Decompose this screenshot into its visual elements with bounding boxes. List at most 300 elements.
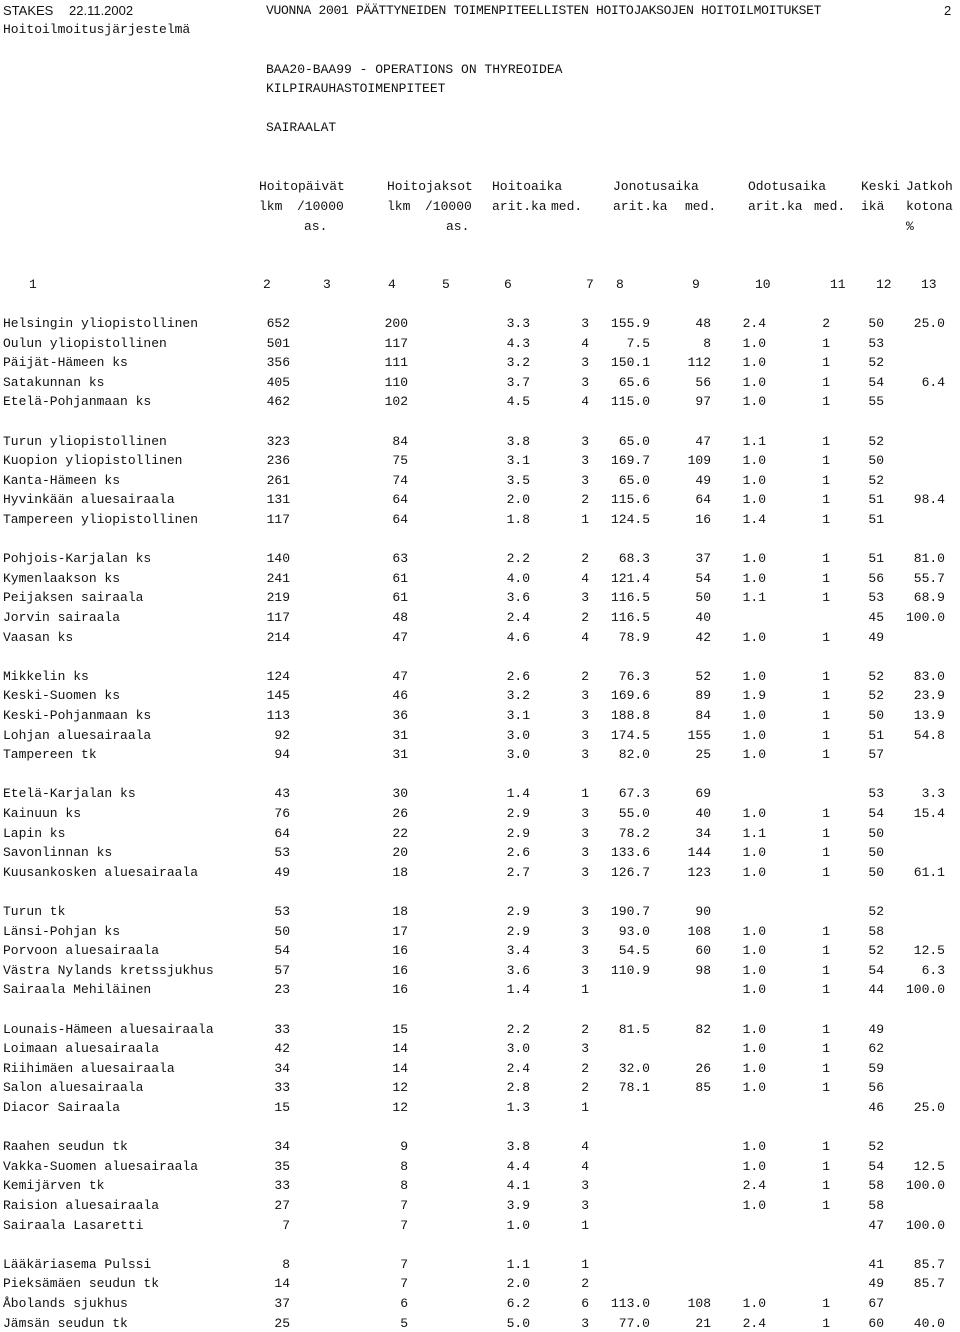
keski-ika: 51 <box>868 492 884 507</box>
table-row <box>0 492 960 508</box>
jatkoh-kotona: 55.7 <box>913 571 945 586</box>
hoitojaksot-lkm: 30 <box>392 786 408 801</box>
jonotusaika-med: 50 <box>695 590 711 605</box>
section-title: SAIRAALAT <box>266 120 337 135</box>
hoitoaika-med: 3 <box>581 1178 589 1193</box>
hospital-name: Kuusankosken aluesairaala <box>3 865 199 880</box>
table-row <box>0 865 960 881</box>
col-keski: Keski <box>861 179 901 194</box>
odotusaika-med: 1 <box>822 728 830 743</box>
odotusaika-med: 1 <box>822 943 830 958</box>
jonotusaika-arit: 121.4 <box>610 571 650 586</box>
hoitopaivat-lkm: 57 <box>274 963 290 978</box>
hospital-name: Åbolands sjukhus <box>3 1296 128 1311</box>
jonotusaika-arit: 68.3 <box>618 551 650 566</box>
hoitoaika-med: 3 <box>581 1316 589 1331</box>
odotusaika-arit: 1.4 <box>742 512 766 527</box>
table-row <box>0 375 960 391</box>
hoitopaivat-lkm: 94 <box>274 747 290 762</box>
hoitojaksot-lkm: 63 <box>392 551 408 566</box>
hospital-name: Jämsän seudun tk <box>3 1316 128 1331</box>
hoitoaika-arit: 2.9 <box>506 826 530 841</box>
jonotusaika-arit: 78.9 <box>618 630 650 645</box>
jonotusaika-med: 144 <box>687 845 711 860</box>
odotusaika-med: 1 <box>822 1198 830 1213</box>
hospital-name: Sairaala Lasaretti <box>3 1218 144 1233</box>
odotusaika-med: 1 <box>822 590 830 605</box>
hoitojaksot-lkm: 16 <box>392 982 408 997</box>
odotusaika-med: 1 <box>822 708 830 723</box>
jonotusaika-med: 52 <box>695 669 711 684</box>
col-hoitojaksot: Hoitojaksot <box>387 179 473 194</box>
hoitopaivat-lkm: 145 <box>266 688 290 703</box>
jatkoh-kotona: 100.0 <box>905 1178 945 1193</box>
odotusaika-arit: 1.0 <box>742 963 766 978</box>
hoitojaksot-lkm: 64 <box>392 512 408 527</box>
table-row <box>0 1296 960 1312</box>
jatkoh-kotona: 6.4 <box>921 375 945 390</box>
table-row <box>0 786 960 802</box>
hoitopaivat-lkm: 33 <box>274 1178 290 1193</box>
hoitoaika-arit: 2.4 <box>506 610 530 625</box>
hoitoaika-med: 4 <box>581 1139 589 1154</box>
hospital-name: Keski-Suomen ks <box>3 688 121 703</box>
keski-ika: 49 <box>868 630 884 645</box>
hoitopaivat-lkm: 124 <box>266 669 290 684</box>
hoitoaika-arit: 1.3 <box>506 1100 530 1115</box>
jonotusaika-med: 60 <box>695 943 711 958</box>
hospital-name: Lapin ks <box>3 826 66 841</box>
hoitoaika-arit: 2.9 <box>506 806 530 821</box>
hospital-name: Lääkäriasema Pulssi <box>3 1257 152 1272</box>
hoitojaksot-lkm: 75 <box>392 453 408 468</box>
hoitojaksot-lkm: 7 <box>400 1218 408 1233</box>
hoitoaika-med: 3 <box>581 316 589 331</box>
keski-ika: 62 <box>868 1041 884 1056</box>
hospital-name: Helsingin yliopistollinen <box>3 316 199 331</box>
hoitojaksot-lkm: 18 <box>392 904 408 919</box>
table-row <box>0 904 960 920</box>
jonotusaika-med: 34 <box>695 826 711 841</box>
hoitojaksot-lkm: 20 <box>392 845 408 860</box>
hoitojaksot-lkm: 17 <box>392 924 408 939</box>
odotusaika-arit: 1.0 <box>742 375 766 390</box>
odotusaika-arit: 1.0 <box>742 453 766 468</box>
hoitojaksot-lkm: 36 <box>392 708 408 723</box>
hoitojaksot-lkm: 12 <box>392 1100 408 1115</box>
odotusaika-arit: 1.0 <box>742 1198 766 1213</box>
jatkoh-kotona: 15.4 <box>913 806 945 821</box>
hoitoaika-med: 1 <box>581 786 589 801</box>
hoitopaivat-lkm: 53 <box>274 904 290 919</box>
hoitoaika-med: 3 <box>581 688 589 703</box>
hospital-name: Kuopion yliopistollinen <box>3 453 183 468</box>
hoitoaika-arit: 4.5 <box>506 394 530 409</box>
keski-ika: 50 <box>868 453 884 468</box>
jonotusaika-arit: 124.5 <box>610 512 650 527</box>
hoitoaika-arit: 6.2 <box>506 1296 530 1311</box>
hoitopaivat-lkm: 7 <box>282 1218 290 1233</box>
keski-ika: 54 <box>868 1159 884 1174</box>
jonotusaika-med: 82 <box>695 1022 711 1037</box>
col-odotusaika: Odotusaika <box>748 179 827 194</box>
hoitoaika-arit: 1.4 <box>506 982 530 997</box>
col-hoitoaika: Hoitoaika <box>492 179 563 194</box>
keski-ika: 49 <box>868 1276 884 1291</box>
hoitopaivat-lkm: 25 <box>274 1316 290 1331</box>
table-row <box>0 1080 960 1096</box>
jatkoh-kotona: 68.9 <box>913 590 945 605</box>
odotusaika-arit: 1.0 <box>742 355 766 370</box>
hoitopaivat-lkm: 113 <box>266 708 290 723</box>
hoitopaivat-lkm: 323 <box>266 434 290 449</box>
jonotusaika-arit: 77.0 <box>618 1316 650 1331</box>
keski-ika: 49 <box>868 1022 884 1037</box>
hospital-name: Turun yliopistollinen <box>3 434 167 449</box>
odotusaika-med: 1 <box>822 982 830 997</box>
odotusaika-med: 1 <box>822 806 830 821</box>
hoitoaika-med: 4 <box>581 630 589 645</box>
col-arit-3: arit.ka <box>748 199 803 214</box>
jatkoh-kotona: 40.0 <box>913 1316 945 1331</box>
odotusaika-arit: 1.0 <box>742 747 766 762</box>
table-row <box>0 1061 960 1077</box>
hoitoaika-med: 3 <box>581 473 589 488</box>
hoitoaika-arit: 1.4 <box>506 786 530 801</box>
keski-ika: 41 <box>868 1257 884 1272</box>
jonotusaika-med: 40 <box>695 610 711 625</box>
keski-ika: 55 <box>868 394 884 409</box>
hoitojaksot-lkm: 14 <box>392 1041 408 1056</box>
keski-ika: 58 <box>868 1198 884 1213</box>
column-number: 6 <box>504 277 512 292</box>
hoitopaivat-lkm: 117 <box>266 610 290 625</box>
jonotusaika-med: 112 <box>687 355 711 370</box>
keski-ika: 53 <box>868 336 884 351</box>
hoitoaika-arit: 2.0 <box>506 492 530 507</box>
hoitojaksot-lkm: 102 <box>384 394 408 409</box>
hoitoaika-med: 2 <box>581 492 589 507</box>
keski-ika: 56 <box>868 571 884 586</box>
column-number: 9 <box>692 277 700 292</box>
hoitojaksot-lkm: 5 <box>400 1316 408 1331</box>
page-number: 2 <box>944 3 952 18</box>
hoitoaika-arit: 1.1 <box>506 1257 530 1272</box>
column-number: 5 <box>442 277 450 292</box>
hoitopaivat-lkm: 27 <box>274 1198 290 1213</box>
hoitojaksot-lkm: 16 <box>392 963 408 978</box>
odotusaika-arit: 1.0 <box>742 728 766 743</box>
hoitojaksot-lkm: 16 <box>392 943 408 958</box>
jonotusaika-arit: 78.2 <box>618 826 650 841</box>
column-number: 4 <box>388 277 396 292</box>
hoitopaivat-lkm: 92 <box>274 728 290 743</box>
jonotusaika-arit: 78.1 <box>618 1080 650 1095</box>
odotusaika-arit: 1.0 <box>742 845 766 860</box>
hospital-name: Riihimäen aluesairaala <box>3 1061 175 1076</box>
hoitoaika-med: 3 <box>581 1198 589 1213</box>
hospital-name: Jorvin sairaala <box>3 610 121 625</box>
hoitojaksot-lkm: 47 <box>392 630 408 645</box>
hoitopaivat-lkm: 241 <box>266 571 290 586</box>
hospital-name: Vaasan ks <box>3 630 74 645</box>
odotusaika-med: 1 <box>822 1316 830 1331</box>
jatkoh-kotona: 25.0 <box>913 316 945 331</box>
jatkoh-kotona: 98.4 <box>913 492 945 507</box>
table-row <box>0 512 960 528</box>
keski-ika: 52 <box>868 434 884 449</box>
hoitojaksot-lkm: 31 <box>392 728 408 743</box>
odotusaika-med: 1 <box>822 826 830 841</box>
hospital-name: Keski-Pohjanmaan ks <box>3 708 152 723</box>
hoitoaika-med: 2 <box>581 551 589 566</box>
table-row <box>0 806 960 822</box>
keski-ika: 52 <box>868 669 884 684</box>
jonotusaika-med: 25 <box>695 747 711 762</box>
jonotusaika-arit: 65.0 <box>618 473 650 488</box>
odotusaika-med: 1 <box>822 1139 830 1154</box>
keski-ika: 44 <box>868 982 884 997</box>
col-lkm-1: lkm <box>259 199 283 214</box>
hoitoaika-med: 3 <box>581 728 589 743</box>
keski-ika: 53 <box>868 786 884 801</box>
hoitojaksot-lkm: 7 <box>400 1198 408 1213</box>
jonotusaika-med: 37 <box>695 551 711 566</box>
table-row <box>0 590 960 606</box>
hoitopaivat-lkm: 261 <box>266 473 290 488</box>
hoitoaika-med: 3 <box>581 806 589 821</box>
jonotusaika-med: 98 <box>695 963 711 978</box>
jatkoh-kotona: 12.5 <box>913 943 945 958</box>
table-row <box>0 963 960 979</box>
table-row <box>0 747 960 763</box>
odotusaika-med: 1 <box>822 1061 830 1076</box>
hoitoaika-arit: 3.7 <box>506 375 530 390</box>
odotusaika-med: 1 <box>822 394 830 409</box>
odotusaika-arit: 1.0 <box>742 943 766 958</box>
hospital-name: Pohjois-Karjalan ks <box>3 551 152 566</box>
column-number: 13 <box>921 277 937 292</box>
hoitoaika-arit: 2.0 <box>506 1276 530 1291</box>
table-row <box>0 434 960 450</box>
hoitoaika-arit: 2.9 <box>506 924 530 939</box>
col-med-2: med. <box>685 199 717 214</box>
hoitoaika-arit: 4.3 <box>506 336 530 351</box>
keski-ika: 54 <box>868 375 884 390</box>
hoitopaivat-lkm: 42 <box>274 1041 290 1056</box>
hoitopaivat-lkm: 34 <box>274 1139 290 1154</box>
hoitopaivat-lkm: 33 <box>274 1022 290 1037</box>
odotusaika-med: 1 <box>822 551 830 566</box>
jonotusaika-med: 48 <box>695 316 711 331</box>
col-as-2: as. <box>446 219 470 234</box>
hoitopaivat-lkm: 34 <box>274 1061 290 1076</box>
column-number: 2 <box>263 277 271 292</box>
hoitopaivat-lkm: 8 <box>282 1257 290 1272</box>
jonotusaika-med: 90 <box>695 904 711 919</box>
jonotusaika-med: 109 <box>687 453 711 468</box>
hospital-name: Kanta-Hämeen ks <box>3 473 121 488</box>
hoitopaivat-lkm: 405 <box>266 375 290 390</box>
jonotusaika-arit: 65.0 <box>618 434 650 449</box>
jonotusaika-arit: 188.8 <box>610 708 650 723</box>
keski-ika: 52 <box>868 688 884 703</box>
jonotusaika-arit: 115.6 <box>610 492 650 507</box>
hoitoaika-arit: 4.4 <box>506 1159 530 1174</box>
hoitoaika-med: 6 <box>581 1296 589 1311</box>
hoitoaika-arit: 3.6 <box>506 590 530 605</box>
hoitoaika-med: 3 <box>581 355 589 370</box>
jatkoh-kotona: 81.0 <box>913 551 945 566</box>
hospital-name: Kymenlaakson ks <box>3 571 121 586</box>
hoitopaivat-lkm: 76 <box>274 806 290 821</box>
jonotusaika-med: 69 <box>695 786 711 801</box>
jatkoh-kotona: 3.3 <box>921 786 945 801</box>
jonotusaika-arit: 54.5 <box>618 943 650 958</box>
jonotusaika-arit: 113.0 <box>610 1296 650 1311</box>
table-row <box>0 826 960 842</box>
table-row <box>0 551 960 567</box>
hoitoaika-med: 4 <box>581 394 589 409</box>
hoitoaika-med: 3 <box>581 963 589 978</box>
jonotusaika-med: 42 <box>695 630 711 645</box>
jonotusaika-arit: 82.0 <box>618 747 650 762</box>
keski-ika: 52 <box>868 473 884 488</box>
hoitoaika-med: 3 <box>581 826 589 841</box>
hospital-name: Sairaala Mehiläinen <box>3 982 152 997</box>
odotusaika-arit: 1.0 <box>742 1041 766 1056</box>
hoitojaksot-lkm: 200 <box>384 316 408 331</box>
hoitojaksot-lkm: 22 <box>392 826 408 841</box>
odotusaika-med: 1 <box>822 1159 830 1174</box>
hoitopaivat-lkm: 14 <box>274 1276 290 1291</box>
hoitoaika-med: 3 <box>581 924 589 939</box>
table-row <box>0 630 960 646</box>
odotusaika-arit: 1.0 <box>742 1080 766 1095</box>
hospital-name: Porvoon aluesairaala <box>3 943 160 958</box>
column-number: 3 <box>323 277 331 292</box>
odotusaika-med: 1 <box>822 1080 830 1095</box>
odotusaika-arit: 1.0 <box>742 982 766 997</box>
keski-ika: 52 <box>868 355 884 370</box>
hoitoaika-med: 3 <box>581 1041 589 1056</box>
odotusaika-arit: 2.4 <box>742 316 766 331</box>
odotusaika-med: 1 <box>822 688 830 703</box>
hoitojaksot-lkm: 6 <box>400 1296 408 1311</box>
col-lkm-2: lkm <box>387 199 411 214</box>
table-row <box>0 1041 960 1057</box>
hoitojaksot-lkm: 7 <box>400 1257 408 1272</box>
keski-ika: 46 <box>868 1100 884 1115</box>
col-as-1: as. <box>304 219 328 234</box>
jatkoh-kotona: 6.3 <box>921 963 945 978</box>
hospital-name: Raision aluesairaala <box>3 1198 160 1213</box>
hoitoaika-med: 2 <box>581 669 589 684</box>
odotusaika-med: 1 <box>822 630 830 645</box>
odotusaika-arit: 1.0 <box>742 1061 766 1076</box>
hoitoaika-arit: 2.6 <box>506 845 530 860</box>
table-row <box>0 1276 960 1292</box>
hoitoaika-arit: 3.6 <box>506 963 530 978</box>
hoitojaksot-lkm: 74 <box>392 473 408 488</box>
table-row <box>0 845 960 861</box>
hoitojaksot-lkm: 110 <box>384 375 408 390</box>
jonotusaika-med: 89 <box>695 688 711 703</box>
hoitojaksot-lkm: 15 <box>392 1022 408 1037</box>
odotusaika-med: 1 <box>822 1178 830 1193</box>
keski-ika: 51 <box>868 551 884 566</box>
table-row <box>0 669 960 685</box>
keski-ika: 59 <box>868 1061 884 1076</box>
odotusaika-arit: 1.0 <box>742 336 766 351</box>
table-row <box>0 1178 960 1194</box>
jonotusaika-med: 97 <box>695 394 711 409</box>
hoitoaika-arit: 3.2 <box>506 355 530 370</box>
jonotusaika-arit: 116.5 <box>610 590 650 605</box>
table-row <box>0 728 960 744</box>
keski-ika: 50 <box>868 708 884 723</box>
hoitopaivat-lkm: 50 <box>274 924 290 939</box>
hoitoaika-med: 1 <box>581 1218 589 1233</box>
hoitoaika-med: 3 <box>581 453 589 468</box>
col-pct: % <box>906 219 914 234</box>
hoitoaika-arit: 2.7 <box>506 865 530 880</box>
hoitoaika-med: 4 <box>581 571 589 586</box>
column-number: 10 <box>755 277 771 292</box>
jonotusaika-med: 26 <box>695 1061 711 1076</box>
keski-ika: 57 <box>868 747 884 762</box>
hoitojaksot-lkm: 84 <box>392 434 408 449</box>
table-row <box>0 708 960 724</box>
hoitoaika-arit: 3.0 <box>506 747 530 762</box>
table-row <box>0 394 960 410</box>
odotusaika-arit: 1.0 <box>742 1139 766 1154</box>
hospital-name: Kainuun ks <box>3 806 82 821</box>
hoitopaivat-lkm: 23 <box>274 982 290 997</box>
hoitoaika-med: 3 <box>581 845 589 860</box>
table-row <box>0 1257 960 1273</box>
hoitopaivat-lkm: 64 <box>274 826 290 841</box>
hospital-name: Västra Nylands kretssjukhus <box>3 963 214 978</box>
column-number: 7 <box>586 277 594 292</box>
odotusaika-med: 1 <box>822 355 830 370</box>
odotusaika-arit: 1.9 <box>742 688 766 703</box>
jonotusaika-arit: 155.9 <box>610 316 650 331</box>
odotusaika-arit: 1.0 <box>742 924 766 939</box>
keski-ika: 58 <box>868 924 884 939</box>
table-row <box>0 688 960 704</box>
jonotusaika-med: 8 <box>703 336 711 351</box>
hoitoaika-med: 1 <box>581 982 589 997</box>
jatkoh-kotona: 54.8 <box>913 728 945 743</box>
table-row <box>0 943 960 959</box>
odotusaika-med: 1 <box>822 492 830 507</box>
jatkoh-kotona: 85.7 <box>913 1257 945 1272</box>
table-row <box>0 982 960 998</box>
hoitoaika-med: 4 <box>581 1159 589 1174</box>
system-name: Hoitoilmoitusjärjestelmä <box>3 22 191 37</box>
org-name: STAKES <box>3 3 54 18</box>
col-hoitopaivat: Hoitopäivät <box>259 179 345 194</box>
hoitoaika-arit: 2.2 <box>506 1022 530 1037</box>
hoitoaika-arit: 2.6 <box>506 669 530 684</box>
hoitoaika-arit: 5.0 <box>506 1316 530 1331</box>
jatkoh-kotona: 25.0 <box>913 1100 945 1115</box>
table-row <box>0 1022 960 1038</box>
jonotusaika-med: 16 <box>695 512 711 527</box>
hoitoaika-med: 3 <box>581 747 589 762</box>
odotusaika-arit: 1.0 <box>742 806 766 821</box>
